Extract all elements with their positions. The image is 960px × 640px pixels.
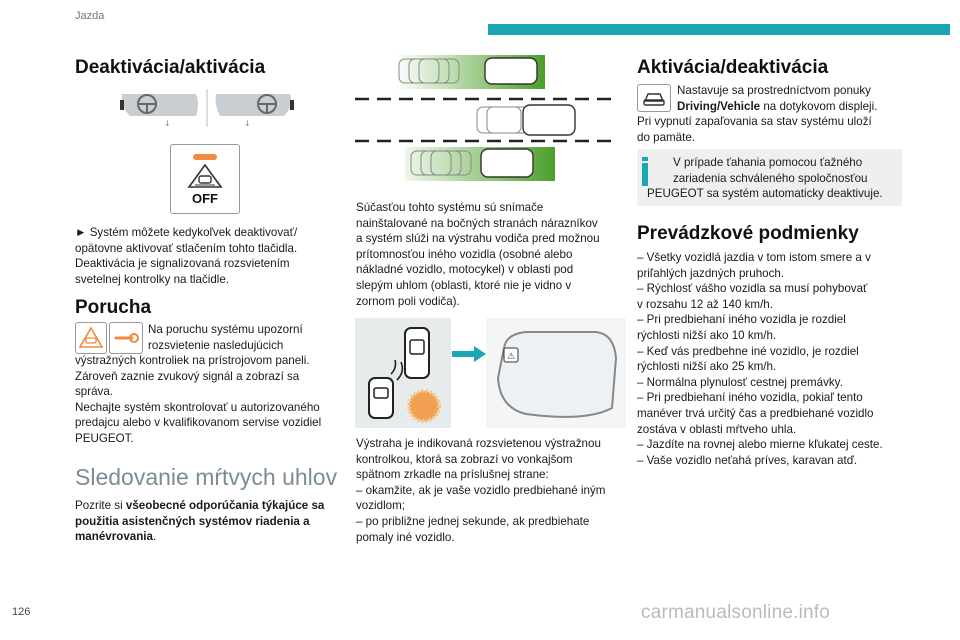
- text-line: V prípade ťahania pomocou ťažného: [673, 156, 863, 169]
- blind-spot-off-button: [170, 144, 240, 214]
- text-span: na dotykovom displeji.: [760, 99, 878, 113]
- heading-operating-conditions: Prevádzkové podmienky: [637, 223, 859, 244]
- text-line: svetelnej kontrolky na tlačidle.: [75, 272, 230, 286]
- text-line: zariadenia schváleného spoločnosťou: [673, 171, 868, 185]
- text-line: predajcu alebo v kvalifikovanom servise vozidiel: [75, 416, 322, 430]
- text-line: ► Systém môžete kedykoľvek deaktivovať/: [75, 226, 298, 239]
- text-line: zornom poli vodiča).: [356, 294, 460, 308]
- list-item: – Pri predbiehaní iného vozidla, pokiaľ tento: [637, 391, 863, 405]
- conditions-list: [637, 250, 912, 468]
- text-line: Na poruchu systému upozorní: [148, 323, 303, 336]
- cars-panel: [355, 318, 451, 428]
- system-description: [356, 200, 626, 309]
- indicator-led: [193, 154, 217, 160]
- mirror-panel: [486, 318, 626, 428]
- off-label: OFF: [192, 191, 218, 206]
- warning-description: [356, 436, 631, 545]
- text-line: slepým uhlom (oblasti, ktoré nie je vidno v: [356, 278, 572, 292]
- ref-bold-1: všeobecné odporúčania týkajúce sa: [125, 499, 325, 512]
- heading-blind-spot: Sledovanie mŕtvych uhlov: [75, 464, 338, 490]
- service-warning-icon: [75, 322, 107, 354]
- text-line: správa.: [75, 385, 114, 399]
- list-item: – Pri predbiehaní iného vozidla je rozdiel: [637, 313, 846, 327]
- note-text: [647, 155, 902, 202]
- car-warning-icon: [187, 163, 223, 189]
- text-line: nainštalované na bočných stranách nárazníkov: [356, 216, 598, 230]
- heading-deactivation: Deaktivácia/aktivácia: [75, 57, 266, 78]
- text-line: – okamžite, ak je vaše vozidlo predbiehané iným: [356, 483, 606, 497]
- header-accent-bar: [488, 24, 950, 35]
- watermark: carmanualsonline.info: [641, 602, 831, 623]
- text-line: Zároveň zaznie zvukový signál a zobrazí sa: [75, 369, 300, 383]
- text-line: – po približne jednej sekunde, ak predbiehate: [356, 514, 590, 528]
- text-line: PEUGEOT sa systém automaticky deaktivuje.: [647, 187, 883, 201]
- ref-prefix: Pozrite si: [75, 499, 126, 512]
- text-line: pomaly iné vozidlo.: [356, 530, 455, 544]
- steering-wheel-illustration: [112, 86, 302, 130]
- svg-text:↓: ↓: [164, 119, 171, 128]
- text-line: Výstraha je indikovaná rozsvietenou výstražnou: [356, 437, 601, 450]
- ref-bold-2: použitia asistenčných systémov riadenia a: [75, 514, 310, 528]
- list-item: – Jazdíte na rovnej alebo mierne kľukatej ceste.: [637, 438, 883, 452]
- info-note: [637, 149, 902, 206]
- blind-spot-zones-illustration: [355, 55, 617, 183]
- heading-malfunction: Porucha: [75, 297, 152, 318]
- list-item: – Keď vás predbehne iné vozidlo, je rozdiel: [637, 344, 859, 358]
- list-item: rýchlosti nižší ako 25 km/h.: [637, 360, 777, 374]
- text-line: rozsvietenie nasledujúcich: [148, 338, 284, 352]
- svg-text:⚠: ⚠: [507, 352, 516, 362]
- text-line: do pamäte.: [637, 130, 696, 144]
- malfunction-text: [75, 353, 350, 447]
- list-item: priľahlých jazdných pruhoch.: [637, 266, 785, 280]
- text-line: spätnom zrkadle na príslušnej strane:: [356, 468, 549, 482]
- text-line: vozidlom;: [356, 499, 405, 513]
- text-line: prítomnosťou iného vozidla (osobné alebo: [356, 247, 573, 261]
- list-item: – Normálna plynulosť cestnej premávky.: [637, 375, 843, 389]
- text-line: PEUGEOT.: [75, 431, 134, 445]
- list-item: manéver trvá určitý čas a predbiehané vozidlo: [637, 406, 874, 420]
- text-line: opätovne aktivovať stlačením tohto tlačidla.: [75, 241, 298, 255]
- text-line: Deaktivácia je signalizovaná rozsvietením: [75, 257, 290, 271]
- wrench-icon: [109, 322, 143, 354]
- text-line: Pri vypnutí zapaľovania sa stav systému uloží: [637, 115, 872, 128]
- activation-inline-text: [677, 83, 907, 114]
- reference-text: [75, 498, 350, 545]
- ref-end: .: [152, 530, 157, 544]
- text-line: výstražných kontroliek na prístrojovom paneli.: [75, 354, 310, 367]
- svg-text:↓: ↓: [244, 119, 251, 128]
- menu-name: Driving/Vehicle: [677, 99, 761, 113]
- running-header: Jazda: [75, 10, 105, 22]
- heading-activation: Aktivácia/deaktivácia: [637, 57, 829, 78]
- list-item: – Všetky vozidlá jazdia v tom istom smere a v: [637, 251, 871, 264]
- ref-bold-3: manévrovania: [75, 530, 153, 544]
- list-item: rýchlosti nižší ako 10 km/h.: [637, 328, 777, 342]
- deactivation-text: [75, 225, 345, 287]
- list-item: – Vaše vozidlo neťahá príves, karavan atď.: [637, 453, 858, 467]
- activation-text: [637, 114, 907, 145]
- pointer-arrow-icon: [452, 346, 486, 362]
- page-number: 126: [12, 606, 31, 618]
- text-line: kontrolkou, ktorá sa zobrazí vo vonkajšom: [356, 452, 573, 466]
- text-line: a systém slúži na výstrahu vodiča pred možnou: [356, 232, 600, 246]
- text-line: nákladné vozidlo, motocykel) v oblasti pod: [356, 263, 574, 277]
- malfunction-inline-text: [148, 322, 348, 353]
- text-line: Súčasťou tohto systému sú snímače: [356, 201, 544, 214]
- list-item: – Rýchlosť vášho vozidla sa musí pohybovať: [637, 282, 868, 296]
- text-line: Nechajte systém skontrolovať u autorizovaného: [75, 400, 320, 414]
- vehicle-menu-icon: [637, 84, 671, 112]
- text-line: Nastavuje sa prostredníctvom ponuky: [677, 84, 871, 97]
- list-item: v rozsahu 12 až 140 km/h.: [637, 297, 773, 311]
- list-item: zostáva v oblasti mŕtveho uhla.: [637, 422, 797, 436]
